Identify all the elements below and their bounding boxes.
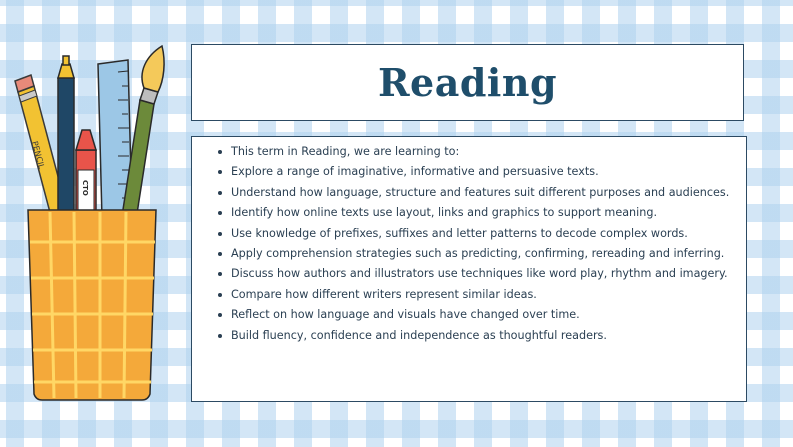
cup-icon	[28, 210, 156, 400]
objectives-list	[218, 142, 732, 346]
list-item: This term in Reading, we are learning to:	[218, 142, 732, 162]
content-box	[191, 136, 747, 402]
crayon-label: CTO	[81, 180, 89, 196]
list-item: Identify how online texts use layout, links and graphics to support meaning.	[218, 203, 732, 223]
list-item: Compare how different writers represent similar ideas.	[218, 285, 732, 305]
list-item: Explore a range of imaginative, informative and persuasive texts.	[218, 162, 732, 182]
title-box	[191, 44, 744, 121]
page-title: Reading	[377, 60, 558, 105]
list-item: Apply comprehension strategies such as predicting, confirming, rereading and inferring.	[218, 244, 732, 264]
crayon-icon	[76, 130, 96, 220]
list-item: Reflect on how language and visuals have changed over time.	[218, 305, 732, 325]
pencil-label: PENCIL	[30, 140, 47, 170]
list-item: Use knowledge of prefixes, suffixes and letter patterns to decode complex words.	[218, 224, 732, 244]
pencil-cup-icon	[10, 42, 185, 407]
list-item: Understand how language, structure and features suit different purposes and audiences.	[218, 183, 732, 203]
pen-icon	[58, 56, 74, 218]
list-item: Build fluency, confidence and independence as thoughtful readers.	[218, 326, 732, 346]
list-item: Discuss how authors and illustrators use techniques like word play, rhythm and imagery.	[218, 264, 732, 284]
